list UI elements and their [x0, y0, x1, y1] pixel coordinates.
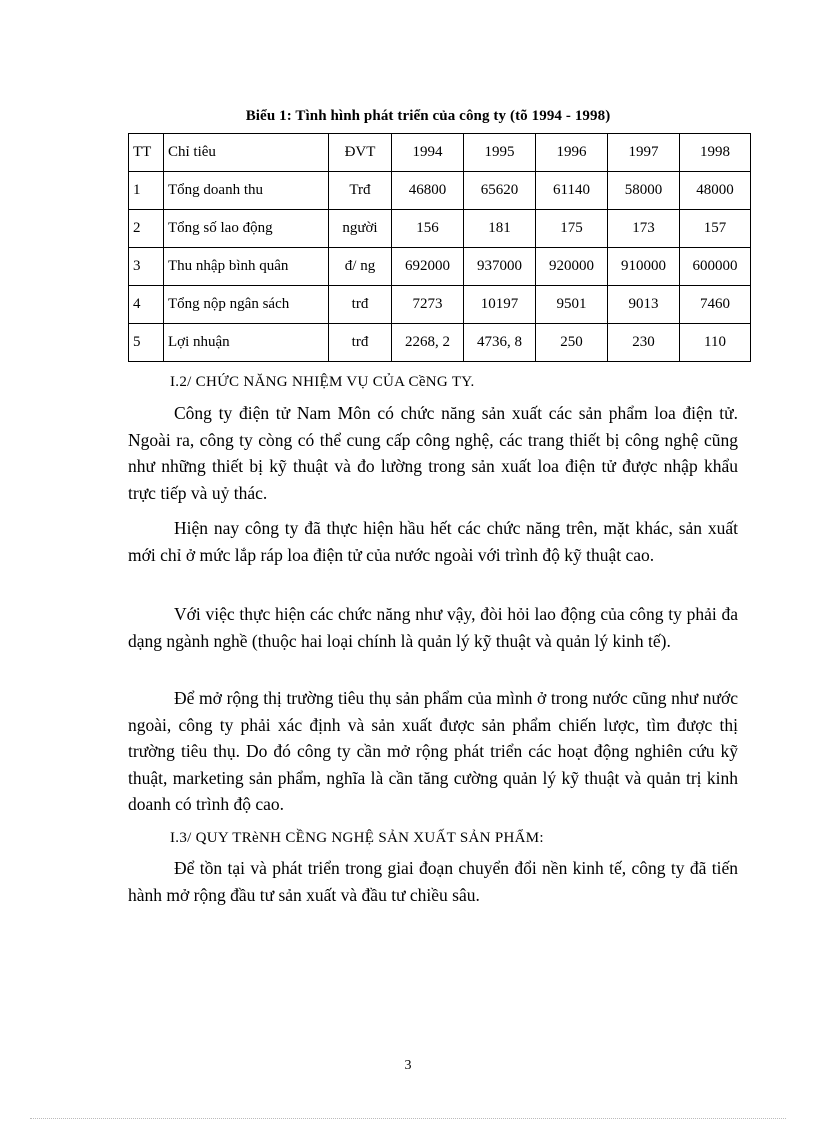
paragraph: Với việc thực hiện các chức năng như vậy, đòi hỏi lao động của công ty phải đa dạng ngành nghề (thuộc hai loại chính là quản lý kỹ thuật và quản lý kinh tế). — [128, 604, 738, 651]
table-cell: 9501 — [536, 286, 608, 324]
table-cell: 250 — [536, 324, 608, 362]
table-cell: 7460 — [680, 286, 751, 324]
table-cell: Tổng số lao động — [164, 210, 329, 248]
table-cell: Trđ — [329, 172, 392, 210]
table-cell: 46800 — [392, 172, 464, 210]
development-table — [128, 133, 751, 362]
table-cell: 9013 — [608, 286, 680, 324]
page-number: 3 — [404, 1058, 412, 1073]
table-cell: 175 — [536, 210, 608, 248]
paragraph: Để mở rộng thị trường tiêu thụ sản phẩm của mình ở trong nước cũng như nước ngoài, công ty phải xác định và sản xuất được sản phẩm chiến lược, tìm được thị trường tiêu thụ. Do đó công ty cần mở rộng phát triển các hoạt động nghiên cứu kỹ thuật, marketing sản phẩm, nghĩa là cần tăng cường quản lý kỹ thuật và quản trị kinh doanh có trình độ cao. — [128, 688, 738, 814]
table-cell: 110 — [680, 324, 751, 362]
table-cell: người — [329, 210, 392, 248]
table-cell: Tổng nộp ngân sách — [164, 286, 329, 324]
table-cell: 1 — [129, 172, 164, 210]
table-row — [129, 172, 751, 210]
header-cell: 1997 — [608, 134, 680, 172]
table-cell: 910000 — [608, 248, 680, 286]
table-cell: Lợi nhuận — [164, 324, 329, 362]
table-caption: Biểu 1: Tình hình phát triển của công ty (tõ 1994 - 1998) — [245, 108, 611, 124]
table-cell: 937000 — [464, 248, 536, 286]
header-cell: Chỉ tiêu — [164, 134, 329, 172]
header-cell: TT — [129, 134, 164, 172]
header-cell: 1998 — [680, 134, 751, 172]
table-cell: 157 — [680, 210, 751, 248]
table-cell: 181 — [464, 210, 536, 248]
section-heading: I.2/ CHỨC NĂNG NHIỆM VỤ CỦA CềNG TY. — [170, 374, 475, 390]
table-cell: 4 — [129, 286, 164, 324]
table-cell: 65620 — [464, 172, 536, 210]
table-cell: 156 — [392, 210, 464, 248]
table-cell: Thu nhập bình quân — [164, 248, 329, 286]
table-cell: 5 — [129, 324, 164, 362]
table-cell: 3 — [129, 248, 164, 286]
table-header-row — [129, 134, 751, 172]
table-cell: 48000 — [680, 172, 751, 210]
table-cell: 58000 — [608, 172, 680, 210]
table-row — [129, 324, 751, 362]
page-bottom-divider — [30, 1118, 786, 1119]
table-cell: trđ — [329, 324, 392, 362]
table-cell: 173 — [608, 210, 680, 248]
table-row — [129, 248, 751, 286]
table-cell: 920000 — [536, 248, 608, 286]
table-cell: 7273 — [392, 286, 464, 324]
header-cell: 1994 — [392, 134, 464, 172]
table-row — [129, 210, 751, 248]
table-cell: 2 — [129, 210, 164, 248]
table-cell: 600000 — [680, 248, 751, 286]
table-cell: đ/ ng — [329, 248, 392, 286]
table-cell: 10197 — [464, 286, 536, 324]
table-cell: 230 — [608, 324, 680, 362]
table-cell: 61140 — [536, 172, 608, 210]
paragraph: Công ty điện tử Nam Môn có chức năng sản xuất các sản phẩm loa điện tử. Ngoài ra, công ty còng có thể cung cấp công nghệ, các trang thiết bị công nghệ cũng như những thiết bị kỹ thuật và đo lường trong sản xuất loa điện tử được nhập khẩu trực tiếp và uỷ thác. — [128, 403, 738, 503]
table-cell: Tổng doanh thu — [164, 172, 329, 210]
table-cell: 4736, 8 — [464, 324, 536, 362]
paragraph: Để tồn tại và phát triển trong giai đoạn chuyển đổi nền kinh tế, công ty đã tiến hành mở rộng đầu tư sản xuất và đầu tư chiều sâu. — [128, 858, 738, 905]
section-heading: I.3/ QUY TRèNH CỀNG NGHỆ SẢN XUẤT SẢN PHẨM: — [170, 830, 544, 846]
table-cell: 692000 — [392, 248, 464, 286]
paragraph: Hiện nay công ty đã thực hiện hầu hết các chức năng trên, mặt khác, sản xuất mới chỉ ở mức lắp ráp loa điện tử của nước ngoài với trình độ kỹ thuật cao. — [128, 518, 738, 565]
header-cell: ĐVT — [329, 134, 392, 172]
table-cell: trđ — [329, 286, 392, 324]
table-row — [129, 286, 751, 324]
header-cell: 1995 — [464, 134, 536, 172]
header-cell: 1996 — [536, 134, 608, 172]
table-cell: 2268, 2 — [392, 324, 464, 362]
